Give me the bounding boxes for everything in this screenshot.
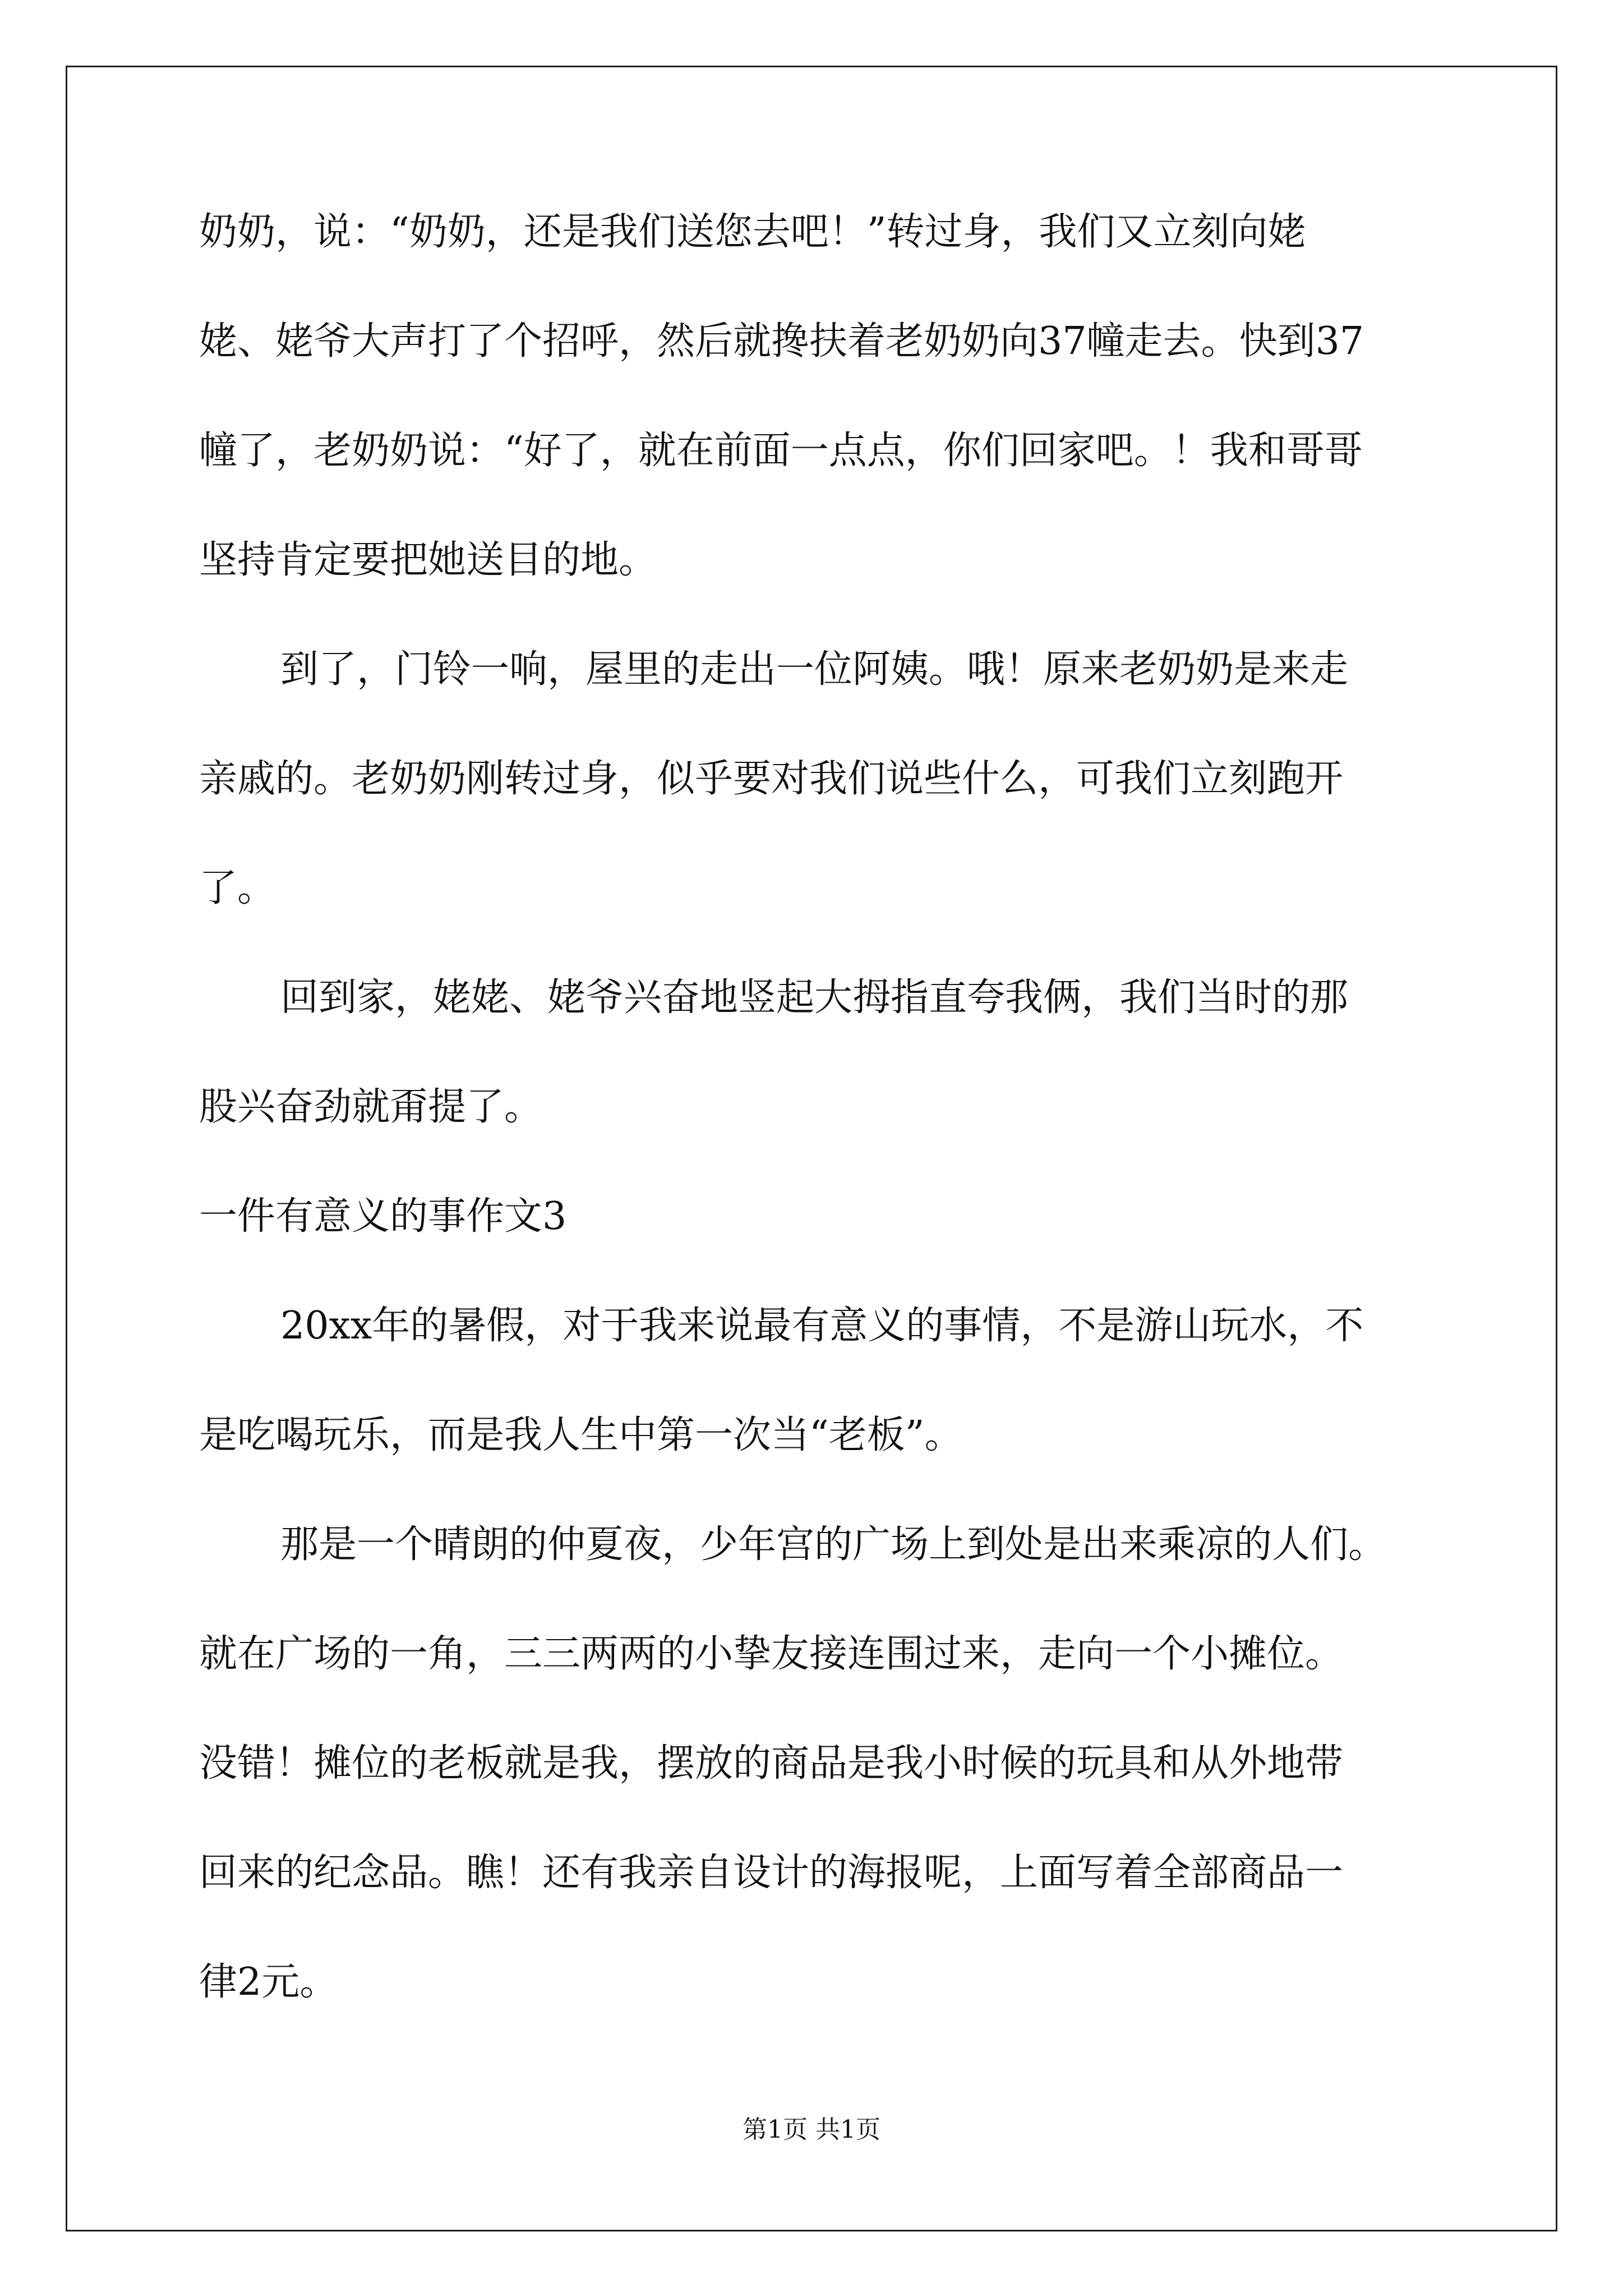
text-line: 幢了，老奶奶说：“好了，就在前面一点点，你们回家吧。！我和哥哥 [199, 429, 1363, 473]
text-line: 没错！摊位的老板就是我，摆放的商品是我小时候的玩具和从外地带 [199, 1741, 1344, 1786]
page-footer: 第1页 共1页 [743, 2115, 880, 2144]
text-line: 坚持肯定要把她送目的地。 [199, 538, 657, 582]
paragraph-first-line: 回到家，姥姥、姥爷兴奋地竖起大拇指直夸我俩，我们当时的那 [280, 976, 1349, 1020]
text-line: 是吃喝玩乐，而是我人生中第一次当“老板”。 [199, 1413, 963, 1457]
paragraph-first-line: 到了，门铃一响，屋里的走出一位阿姨。哦！原来老奶奶是来走 [280, 647, 1349, 692]
section-heading: 一件有意义的事作文3 [199, 1194, 567, 1239]
text-line: 律2元。 [199, 1960, 338, 2004]
paragraph-first-line: 20xx年的暑假，对于我来说最有意义的事情，不是游山玩水，不 [280, 1304, 1364, 1348]
text-line: 了。 [199, 866, 276, 910]
text-line: 姥、姥爷大声打了个招呼，然后就搀扶着老奶奶向37幢走去。快到37 [199, 319, 1364, 364]
text-line: 亲戚的。老奶奶刚转过身，似乎要对我们说些什么，可我们立刻跑开 [199, 757, 1344, 801]
text-line: 就在广场的一角，三三两两的小挚友接连围过来，走向一个小摊位。 [199, 1632, 1344, 1676]
page-border [66, 66, 1557, 2231]
text-line: 回来的纪念品。瞧！还有我亲自设计的海报呢，上面写着全部商品一 [199, 1851, 1344, 1895]
text-line: 股兴奋劲就甭提了。 [199, 1085, 543, 1129]
text-line: 奶奶，说：“奶奶，还是我们送您去吧！”转过身，我们又立刻向姥 [199, 210, 1306, 254]
paragraph-first-line: 那是一个晴朗的仲夏夜，少年宫的广场上到处是出来乘凉的人们。 [280, 1522, 1387, 1567]
